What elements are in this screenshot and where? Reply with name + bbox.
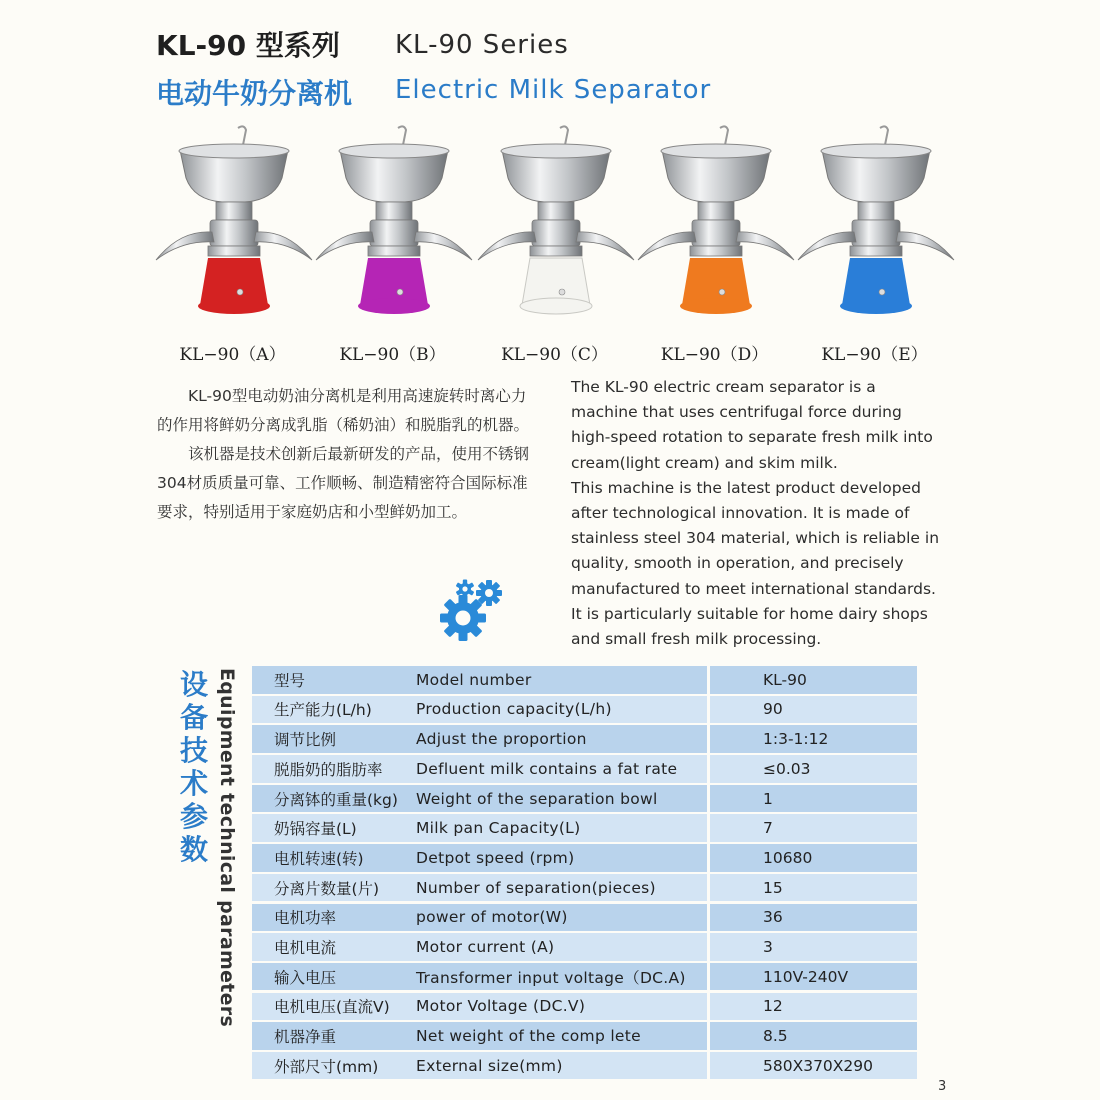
spec-name-cn: 电机电流 xyxy=(274,938,337,957)
product-item xyxy=(310,120,475,370)
product-model-label: KL−90（E） xyxy=(821,345,928,365)
product-model-label: KL−90（D） xyxy=(660,345,769,365)
product-item xyxy=(632,120,797,370)
spec-value: 580X370X290 xyxy=(707,1052,917,1080)
spec-value: 10680 xyxy=(707,844,917,872)
title-cn: KL-90 型系列 xyxy=(156,29,340,62)
product-item xyxy=(150,120,315,370)
spec-name-cn: 电机转速(转) xyxy=(274,849,364,868)
description-en-paragraph: The KL-90 electric cream separator is a machine that uses centrifugal force during high-speed rotation to separate fresh milk into cream(light cream) and skim milk. xyxy=(571,378,933,472)
milk-separator-image xyxy=(150,120,315,335)
spec-name-en: Weight of the separation bowl xyxy=(416,789,658,808)
spec-value: ≤0.03 xyxy=(707,755,917,783)
spec-value: 15 xyxy=(707,874,917,902)
spec-value: 1 xyxy=(707,785,917,813)
spec-name-cn: 调节比例 xyxy=(274,731,337,750)
spec-row xyxy=(252,993,917,1021)
product-model-label: KL−90（A） xyxy=(179,345,286,365)
spec-name-cn: 分离片数量(片) xyxy=(274,879,380,898)
spec-name-cn: 脱脂奶的脂肪率 xyxy=(274,760,383,779)
page-number: 3 xyxy=(938,1079,947,1094)
spec-name-en: Motor Voltage (DC.V) xyxy=(416,997,586,1016)
milk-separator-image xyxy=(632,120,797,335)
spec-name-en: Detpot speed (rpm) xyxy=(416,848,575,867)
product-gallery xyxy=(150,120,950,370)
spec-name-cn: 生产能力(L/h) xyxy=(274,701,372,720)
spec-name-en: power of motor(W) xyxy=(416,908,568,927)
description-en-paragraph: This machine is the latest product developed after technological innovation. It is made of stainless steel 304 material, which is reliable in quality, smooth in operation, and precisely manufactured to meet international standards. It is particularly suitable for home dairy shops and small fresh milk processing. xyxy=(571,478,940,649)
spec-name-en: Number of separation(pieces) xyxy=(416,878,656,897)
product-model-label: KL−90（B） xyxy=(339,345,446,365)
description-cn-paragraph: 该机器是技术创新后最新研发的产品，使用不锈钢304材质质量可靠、工作顺畅、制造精密符合国际标准要求，特别适用于家庭奶店和小型鲜奶加工。 xyxy=(157,445,530,521)
spec-row xyxy=(252,696,917,724)
spec-value: 12 xyxy=(707,993,917,1021)
spec-value: 3 xyxy=(707,933,917,961)
spec-name-en: Adjust the proportion xyxy=(416,730,587,749)
spec-heading-en-text: Equipment technical parameters xyxy=(216,668,238,1028)
description-en xyxy=(571,375,946,652)
spec-value: 36 xyxy=(707,904,917,932)
spec-name-cn: 电机电压(直流V) xyxy=(274,998,390,1017)
spec-name-cn: 输入电压 xyxy=(274,968,337,987)
spec-row xyxy=(252,904,917,932)
subtitle-cn: 电动牛奶分离机 xyxy=(156,77,353,110)
spec-row xyxy=(252,874,917,902)
spec-row xyxy=(252,666,917,694)
spec-name-en: Transformer input voltage（DC.A) xyxy=(416,968,686,987)
subtitle-en: Electric Milk Separator xyxy=(395,75,712,105)
spec-value: KL-90 xyxy=(707,666,917,694)
spec-name-cn: 型号 xyxy=(274,671,306,690)
spec-name-en: Milk pan Capacity(L) xyxy=(416,819,581,838)
spec-table xyxy=(252,666,917,1082)
spec-value: 1:3-1:12 xyxy=(707,725,917,753)
spec-name-en: Model number xyxy=(416,670,532,689)
product-item xyxy=(472,120,637,370)
spec-name-en: Motor current (A) xyxy=(416,937,555,956)
spec-value: 110V-240V xyxy=(707,963,917,991)
spec-name-cn: 分离钵的重量(kg) xyxy=(274,790,398,809)
spec-value: 8.5 xyxy=(707,1022,917,1050)
spec-name-cn: 外部尺寸(mm) xyxy=(274,1057,379,1076)
description-cn-paragraph: KL-90型电动奶油分离机是利用高速旋转时离心力的作用将鲜奶分离成乳脂（稀奶油）和脱脂乳的机器。 xyxy=(157,387,530,434)
spec-value: 7 xyxy=(707,814,917,842)
spec-name-en: External size(mm) xyxy=(416,1056,563,1075)
milk-separator-image xyxy=(792,120,957,335)
spec-name-en: Net weight of the comp lete xyxy=(416,1027,641,1045)
spec-row xyxy=(252,1052,917,1080)
spec-name-cn: 电机功率 xyxy=(274,909,337,928)
spec-name-cn: 机器净重 xyxy=(274,1028,337,1046)
spec-name-en: Production capacity(L/h) xyxy=(416,700,612,719)
spec-row xyxy=(252,933,917,961)
spec-row xyxy=(252,1022,917,1050)
spec-row xyxy=(252,814,917,842)
spec-row xyxy=(252,963,917,991)
spec-row xyxy=(252,785,917,813)
spec-heading-en xyxy=(216,668,242,1028)
title-en: KL-90 Series xyxy=(395,30,569,60)
description-cn xyxy=(157,382,529,527)
spec-name-en: Defluent milk contains a fat rate xyxy=(416,759,678,778)
gears-icon xyxy=(437,575,507,645)
milk-separator-image xyxy=(310,120,475,335)
milk-separator-image xyxy=(472,120,637,335)
spec-row xyxy=(252,725,917,753)
spec-heading-cn: 设备技术参数 xyxy=(179,668,208,866)
product-model-label: KL−90（C） xyxy=(501,345,608,365)
product-item xyxy=(792,120,957,370)
spec-row xyxy=(252,755,917,783)
spec-value: 90 xyxy=(707,696,917,724)
spec-row xyxy=(252,844,917,872)
spec-name-cn: 奶锅容量(L) xyxy=(274,820,357,839)
